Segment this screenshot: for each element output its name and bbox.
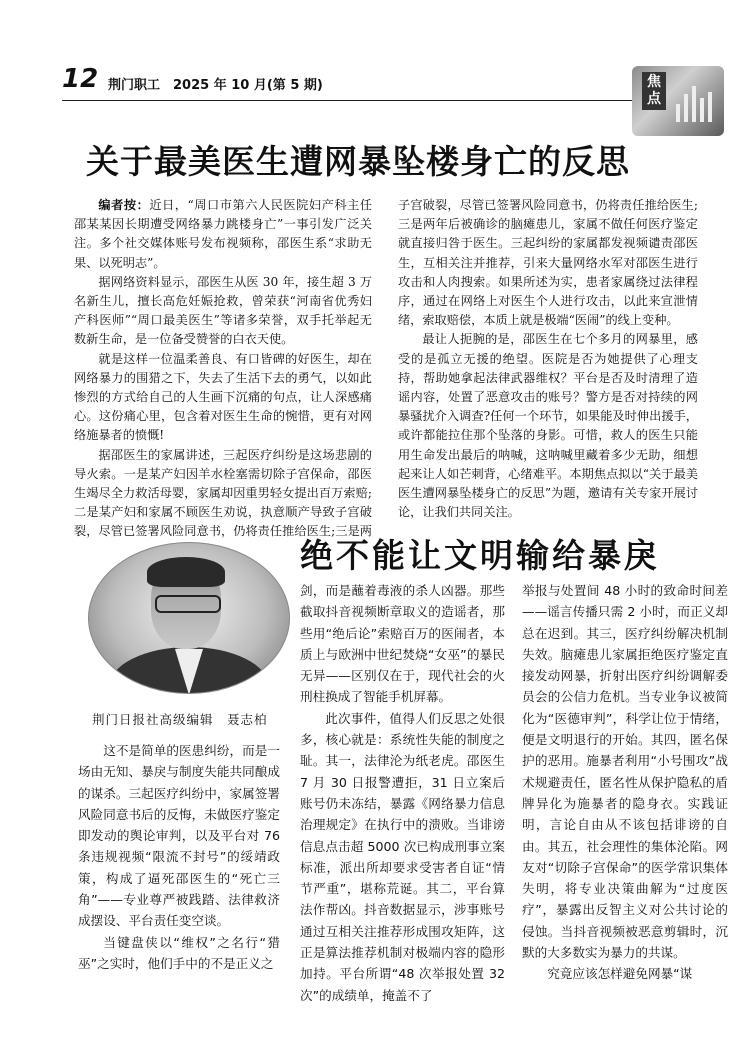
editorial-para-2: 据网络资料显示，邵医生从医 30 年，接生超 3 万名新生儿，擅长高危妊娠抢救，曾荣获“河南省优秀妇产科医师”“周口最美医生”等诸多荣誉，双手托举起无数新生命，是一位备受赞誉的白衣天使。 — [74, 274, 372, 347]
article-para: 此次事件，值得人们反思之处很多，核心就是：系统性失能的制度之耻。其一，法律沦为纸老虎。邵医生 7 月 30 日报警遭拒，31 日立案后账号仍未冻结，暴露《网络暴力信息治理规定》在执行中的溃败。当诽谤信息点击超 5000 次已构成刑事立案标准，派出所却要求受害者自证“情节严重”，堪称荒诞。其二，平台算法作帮凶。抖音数据显示，涉事账号通过互相关注推荐形成围攻矩阵，这正是算法推荐机制对极端内容的隐形加持。平台所谓“48 次举报处置 32 次”的成绩单，掩盖不了 — [300, 710, 505, 1003]
page-header — [62, 64, 622, 96]
editorial-para-4-cont: 子宫破裂，尽管已签署风险同意书，仍将责任推给医生;三是两年后被确诊的脑瘫患儿，家属不做任何医疗鉴定就直接归咎于医生。三起纠纷的家属都发视频谴责邵医生，互相关注并推荐，引来大量网络水军对邵医生进行攻击和人肉搜索。如果所述为实，患者家属绕过法律程序，通过在网络上对医生个人进行攻击，以此来宣泄情绪，索取赔偿，本质上就是极端“医闹”的线上变种。 — [398, 198, 698, 328]
section-badge-label: 焦点 — [642, 72, 666, 110]
editorial-col-1 — [74, 196, 372, 542]
article-col-3 — [522, 580, 728, 985]
editorial-lead: 编者按： — [98, 198, 150, 212]
page-title: 关于最美医生遭网暴坠楼身亡的反思 — [86, 142, 630, 181]
article-para: 究竟应该怎样避免网暴“谋 — [547, 966, 693, 982]
article-title: 绝不能让文明输给暴戾 — [300, 536, 660, 575]
editorial-para-1: 编者按：近日，“周口市第六人民医院妇产科主任邵某某因长期遭受网络暴力跳楼身亡”一事引发广泛关注。多个社交媒体账号发布视频称，邵医生系“求助无果、以死明志”。 — [74, 198, 373, 270]
author-photo — [88, 542, 290, 694]
article-para: 剑，而是蘸着毒液的杀人凶器。那些截取抖音视频断章取义的造谣者，那些用“绝后论”索赔百万的医闹者，本质上与欧洲中世纪焚烧“女巫”的暴民无异——区别仅在于，现代社会的火刑柱换成了智能手机屏幕。 — [300, 583, 505, 705]
editorial-col-2 — [398, 196, 698, 522]
publication-info: 荆门职工 2025 年 10 月(第 5 期) — [108, 78, 323, 93]
article-para: 这不是简单的医患纠纷，而是一场由无知、暴戾与制度失能共同酿成的谋杀。三起医疗纠纷中，家属签署风险同意书后的反悔，未做医疗鉴定即发动的舆论审判，以及平台对 76 条违规视频“限流不封号”的绥靖政策，构成了逼死邵医生的“死亡三角”——专业尊严被践踏、法律救济成摆设、平台责任变空谈。 — [78, 743, 280, 929]
article-col-1 — [78, 740, 280, 974]
section-badge — [632, 66, 724, 136]
article-col-2 — [300, 580, 505, 1006]
page-number: 12 — [62, 64, 99, 94]
article-para: 举报与处置间 48 小时的致命时间差——谣言传播只需 2 小时，而正义却总在迟到。其三，医疗纠纷解决机制失效。脑瘫患儿家属拒绝医疗鉴定直接发动网暴，折射出医疗纠纷调解委员会的公信力危机。当专业争议被简化为“医德审判”，科学让位于情绪，便是文明退行的开始。其四，匿名保护的恶用。施暴者利用“小号围攻”战术规避责任，匿名性从保护隐私的盾牌异化为施暴者的隐身衣。实践证明，言论自由从不该包括诽谤的自由。其五，社会理性的集体沦陷。网友对“切除子宫保命”的医学常识集体失明，将专业决策曲解为“过度医疗”，暴露出反智主义对公共讨论的侵蚀。当抖音视频被恶意剪辑时，沉默的大多数实为暴力的共谋。 — [522, 583, 728, 961]
header-rule — [62, 100, 662, 101]
editorial-para-5: 最让人扼腕的是，邵医生在七个多月的网暴里，感受的是孤立无援的绝望。医院是否为她提供了心理支持，帮助她拿起法律武器维权？平台是否及时清理了造谣内容，处置了恶意攻击的账号？警方是否对持续的网暴骚扰介入调查?任何一个环节，如果能及时伸出援手，或许都能拉住那个坠落的身影。可惜，救人的医生只能用生命发出最后的呐喊，这呐喊里藏着多少无助，细想起来让人如芒刺背，心绪难平。本期焦点拟以“关于最美医生遭网暴坠楼身亡的反思”为题，邀请有关专家开展讨论，让我们共同关注。 — [398, 332, 698, 520]
author-caption: 荆门日报社高级编辑 聂志柏 — [92, 712, 268, 727]
editorial-para-4: 据邵医生的家属讲述，三起医疗纠纷是这场悲剧的导火索。一是某产妇因羊水栓塞需切除子宫保命，邵医生竭尽全力救活母婴，家属却因重男轻女提出百万索赔;二是某产妇和家属不顾医生劝说，执意顺产导致子宫破裂，尽管已签署风险同意书，仍将责任推给医生;三是两 — [74, 447, 372, 539]
article-para: 当键盘侠以“维权”之名行“猎巫”之实时，他们手中的不是正义之 — [78, 934, 280, 971]
editorial-para-3: 就是这样一位温柔善良、有口皆碑的好医生，却在网络暴力的围猎之下，失去了生活下去的勇气，以如此惨烈的方式给自己的人生画下沉痛的句点，让人深感痛心。这份痛心里，包含着对医生生命的惋惜，更有对网络施暴者的愤慨! — [74, 351, 372, 443]
